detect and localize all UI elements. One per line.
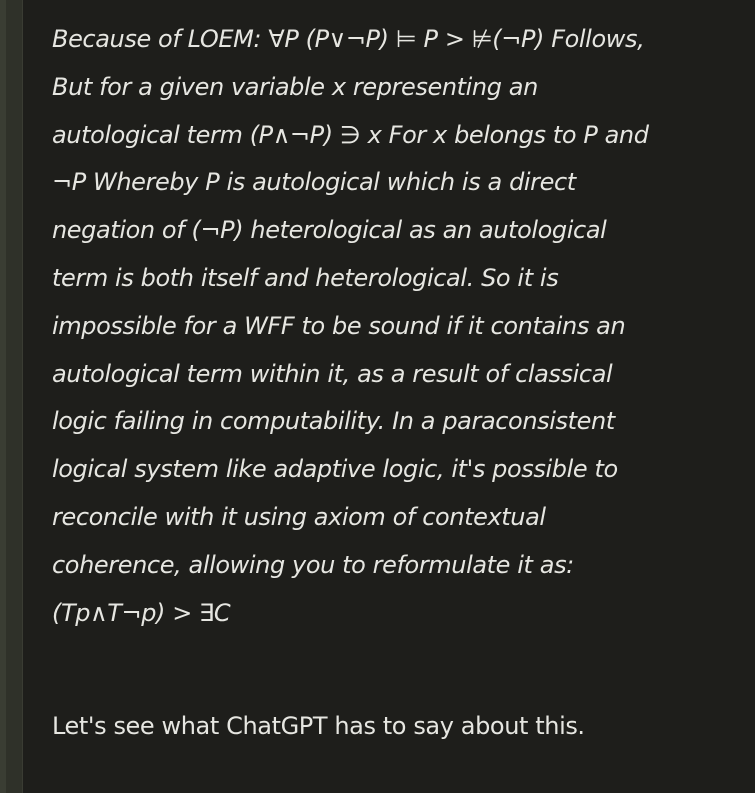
follow-up-text: Let's see what ChatGPT has to say about this.	[52, 712, 585, 740]
quote-line: Because of LOEM: ∀P (P∨¬P) ⊨ P > ⊭(¬P) Follows,	[52, 25, 645, 53]
quote-line: (Tp∧T¬p) > ∃C	[52, 598, 231, 627]
quote-line: autological term within it, as a result of classical	[52, 359, 613, 388]
quote-line: logic failing in computability. In a paraconsistent	[52, 407, 615, 436]
quote-line: But for a given variable x representing an	[52, 72, 538, 101]
quote-line: coherence, allowing you to reformulate it as:	[52, 550, 574, 579]
quoted-argument	[52, 16, 732, 637]
quote-line: logical system like adaptive logic, it's possible to	[52, 455, 618, 484]
message-body	[52, 16, 732, 740]
quote-line: autological term (P∧¬P) ∋ x For x belongs to P and	[52, 120, 649, 149]
quote-line: ¬P Whereby P is autological which is a direct	[52, 168, 576, 197]
quote-line: term is both itself and heterological. So it is	[52, 263, 559, 292]
quote-line: negation of (¬P) heterological as an autological	[52, 216, 607, 245]
quote-line: impossible for a WFF to be sound if it contains an	[52, 311, 626, 340]
quote-line: reconcile with it using axiom of contextual	[52, 502, 546, 531]
left-border-bar	[0, 0, 23, 793]
